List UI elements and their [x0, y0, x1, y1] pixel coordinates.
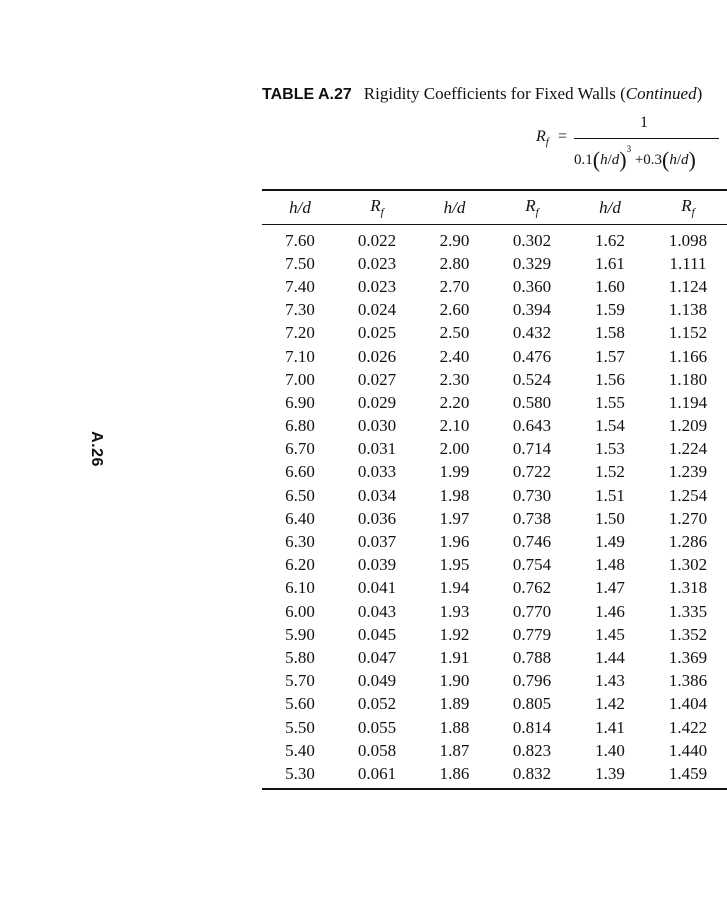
table-cell: 0.722: [512, 462, 552, 482]
table-cell: 0.754: [512, 555, 552, 575]
page-number: A.26: [87, 431, 105, 467]
table-cell: 1.60: [595, 276, 625, 296]
fraction-bar: [574, 138, 719, 139]
table-cell: 7.10: [285, 346, 315, 366]
table-cell: 1.318: [668, 578, 708, 598]
rigidity-table: [262, 189, 727, 790]
table-cell: 0.026: [357, 346, 397, 366]
table-row: [262, 600, 727, 623]
table-cell: 1.99: [439, 462, 470, 482]
table-cell: 0.779: [512, 624, 552, 644]
table-cell: 1.90: [439, 671, 470, 691]
table-cell: 1.47: [595, 578, 625, 598]
table-cell: 0.770: [512, 601, 552, 621]
table-cell: 1.335: [668, 601, 708, 621]
table-row: [262, 275, 727, 298]
table-cell: 1.166: [668, 346, 708, 366]
table-row: [262, 693, 727, 716]
table-cell: 1.87: [439, 740, 470, 760]
table-title: Rigidity Coefficients for Fixed Walls (: [363, 84, 626, 103]
column-header: h/d: [289, 197, 311, 217]
table-label: TABLE A.27: [262, 86, 352, 103]
table-cell: 0.036: [357, 508, 397, 528]
table-cell: 1.92: [439, 624, 470, 644]
table-cell: 6.80: [285, 416, 315, 436]
table-cell: 1.53: [595, 439, 625, 459]
table-row: [262, 484, 727, 507]
table-row: [262, 530, 727, 553]
table-cell: 0.762: [512, 578, 552, 598]
table-row: [262, 507, 727, 530]
table-cell: 2.50: [439, 323, 470, 343]
table-cell: 0.796: [512, 671, 552, 691]
table-body: [262, 225, 727, 788]
table-cell: 1.54: [595, 416, 625, 436]
caption-close-paren: ): [696, 84, 703, 103]
table-cell: 1.369: [668, 647, 708, 667]
table-cell: 1.55: [595, 392, 625, 412]
table-cell: 0.043: [357, 601, 397, 621]
formula-denominator: $0.1(h/d)^3 +0.3(h/d)$: [574, 144, 696, 172]
table-cell: 1.42: [595, 694, 625, 714]
table-cell: 1.180: [668, 369, 708, 389]
table-cell: 6.30: [285, 532, 315, 552]
table-row: [262, 225, 727, 252]
table-cell: 1.61: [595, 253, 625, 273]
table-cell: 6.00: [285, 601, 315, 621]
table-cell: 1.46: [595, 601, 625, 621]
table-cell: 0.047: [357, 647, 397, 667]
table-cell: 1.124: [668, 276, 708, 296]
table-cell: 0.788: [512, 647, 552, 667]
table-row: [262, 345, 727, 368]
table-cell: 2.20: [439, 392, 470, 412]
table-cell: 0.394: [512, 300, 552, 320]
table-cell: 1.194: [668, 392, 708, 412]
table-cell: 1.95: [439, 555, 470, 575]
table-row: [262, 670, 727, 693]
table-cell: 7.60: [285, 230, 315, 250]
table-row: [262, 438, 727, 461]
coefficients-table: [262, 191, 727, 788]
table-cell: 0.033: [357, 462, 397, 482]
table-cell: 1.97: [439, 508, 470, 528]
table-cell: 1.59: [595, 300, 625, 320]
table-cell: 1.86: [439, 763, 470, 783]
table-cell: 1.209: [668, 416, 708, 436]
table-cell: 1.89: [439, 694, 470, 714]
table-cell: 0.030: [357, 416, 397, 436]
table-cell: 1.96: [439, 532, 470, 552]
table-cell: 2.30: [439, 369, 470, 389]
table-row: [262, 252, 727, 275]
table-cell: 1.51: [595, 485, 625, 505]
table-cell: 1.386: [668, 671, 708, 691]
table-cell: 1.224: [668, 439, 708, 459]
table-cell: 2.80: [439, 253, 470, 273]
table-cell: 0.037: [357, 532, 397, 552]
table-row: [262, 623, 727, 646]
table-cell: 1.41: [595, 717, 625, 737]
column-header: $R_f$: [525, 196, 539, 219]
table-cell: 0.730: [512, 485, 552, 505]
table-cell: 0.524: [512, 369, 552, 389]
table-cell: 2.40: [439, 346, 470, 366]
table-cell: 1.459: [668, 763, 708, 783]
table-cell: 0.027: [357, 369, 397, 389]
table-cell: 0.329: [512, 253, 552, 273]
table-cell: 1.422: [668, 717, 708, 737]
table-cell: 0.023: [357, 276, 397, 296]
table-cell: 7.40: [285, 276, 315, 296]
table-cell: 2.10: [439, 416, 470, 436]
table-cell: 6.90: [285, 392, 315, 412]
table-cell: 0.823: [512, 740, 552, 760]
table-cell: 1.88: [439, 717, 470, 737]
table-row: [262, 391, 727, 414]
table-cell: 0.039: [357, 555, 397, 575]
table-cell: 1.152: [668, 323, 708, 343]
table-cell: 0.049: [357, 671, 397, 691]
table-cell: 1.57: [595, 346, 625, 366]
table-cell: 1.45: [595, 624, 625, 644]
table-cell: 0.055: [357, 717, 397, 737]
table-row: [262, 716, 727, 739]
table-cell: 0.360: [512, 276, 552, 296]
table-cell: 0.034: [357, 485, 397, 505]
table-cell: 0.045: [357, 624, 397, 644]
table-cell: 7.20: [285, 323, 315, 343]
table-cell: 1.098: [668, 230, 708, 250]
table-row: [262, 461, 727, 484]
table-cell: 6.70: [285, 439, 315, 459]
table-cell: 1.40: [595, 740, 625, 760]
table-row: [262, 646, 727, 669]
table-row: [262, 322, 727, 345]
table-cell: 5.50: [285, 717, 315, 737]
table-cell: 0.432: [512, 323, 552, 343]
column-header: $R_f$: [370, 196, 384, 219]
table-cell: 0.580: [512, 392, 552, 412]
table-cell: 5.90: [285, 624, 315, 644]
table-cell: 1.352: [668, 624, 708, 644]
table-cell: 0.023: [357, 253, 397, 273]
table-cell: 1.44: [595, 647, 625, 667]
table-cell: 1.302: [668, 555, 708, 575]
table-cell: 0.025: [357, 323, 397, 343]
table-cell: 7.00: [285, 369, 315, 389]
table-row: [262, 299, 727, 322]
table-cell: 1.49: [595, 532, 625, 552]
table-cell: 0.052: [357, 694, 397, 714]
table-cell: 1.138: [668, 300, 708, 320]
table-cell: 1.286: [668, 532, 708, 552]
table-cell: 2.60: [439, 300, 470, 320]
table-row: [262, 577, 727, 600]
table-cell: 6.50: [285, 485, 315, 505]
table-cell: 0.302: [512, 230, 552, 250]
table-cell: 0.738: [512, 508, 552, 528]
table-cell: 2.70: [439, 276, 470, 296]
table-cell: 0.041: [357, 578, 397, 598]
table-cell: 1.98: [439, 485, 470, 505]
table-cell: 1.62: [595, 230, 625, 250]
table-cell: 5.80: [285, 647, 315, 667]
table-cell: 0.805: [512, 694, 552, 714]
table-row: [262, 554, 727, 577]
table-cell: 0.058: [357, 740, 397, 760]
table-cell: 7.30: [285, 300, 315, 320]
table-cell: 5.40: [285, 740, 315, 760]
table-cell: 1.93: [439, 601, 470, 621]
table-cell: 2.00: [439, 439, 470, 459]
table-cell: 1.254: [668, 485, 708, 505]
table-cell: 1.39: [595, 763, 625, 783]
table-cell: 0.746: [512, 532, 552, 552]
table-cell: 0.643: [512, 416, 552, 436]
table-cell: 2.90: [439, 230, 470, 250]
table-cell: 6.40: [285, 508, 315, 528]
table-cell: 7.50: [285, 253, 315, 273]
table-cell: 5.30: [285, 763, 315, 783]
column-header: h/d: [599, 197, 621, 217]
table-cell: 0.031: [357, 439, 397, 459]
header-row: [262, 191, 727, 225]
table-cell: 0.714: [512, 439, 552, 459]
formula-equals: =: [558, 128, 568, 145]
table-cell: 6.60: [285, 462, 315, 482]
table-cell: 1.48: [595, 555, 625, 575]
table-cell: 1.404: [668, 694, 708, 714]
table-cell: 0.022: [357, 230, 397, 250]
formula-lhs: $R_f$: [536, 128, 549, 149]
table-cell: 1.43: [595, 671, 625, 691]
table-cell: 0.476: [512, 346, 552, 366]
table-cell: 6.10: [285, 578, 315, 598]
formula-numerator: 1: [640, 114, 648, 131]
table-row: [262, 415, 727, 438]
table-row: [262, 739, 727, 762]
table-row: [262, 368, 727, 391]
table-cell: 1.270: [668, 508, 708, 528]
table-cell: 1.440: [668, 740, 708, 760]
table-cell: 1.52: [595, 462, 625, 482]
table-cell: 1.91: [439, 647, 470, 667]
table-cell: 0.814: [512, 717, 552, 737]
table-cell: 0.832: [512, 763, 552, 783]
table-cell: 5.70: [285, 671, 315, 691]
table-cell: 0.029: [357, 392, 397, 412]
table-cell: 0.024: [357, 300, 397, 320]
table-cell: 1.50: [595, 508, 625, 528]
table-cell: 1.239: [668, 462, 708, 482]
table-cell: 1.56: [595, 369, 625, 389]
table-cell: 1.94: [439, 578, 470, 598]
table-bottom-rule: [262, 788, 727, 790]
table-cell: 0.061: [357, 763, 397, 783]
continued-note: Continued: [625, 84, 697, 103]
table-cell: 6.20: [285, 555, 315, 575]
column-header: h/d: [443, 197, 466, 217]
table-cell: 1.111: [669, 253, 707, 273]
table-cell: 1.58: [595, 323, 625, 343]
table-cell: 5.60: [285, 694, 315, 714]
table-row: [262, 762, 727, 787]
table-caption: [262, 84, 702, 104]
column-header: $R_f$: [681, 196, 695, 219]
